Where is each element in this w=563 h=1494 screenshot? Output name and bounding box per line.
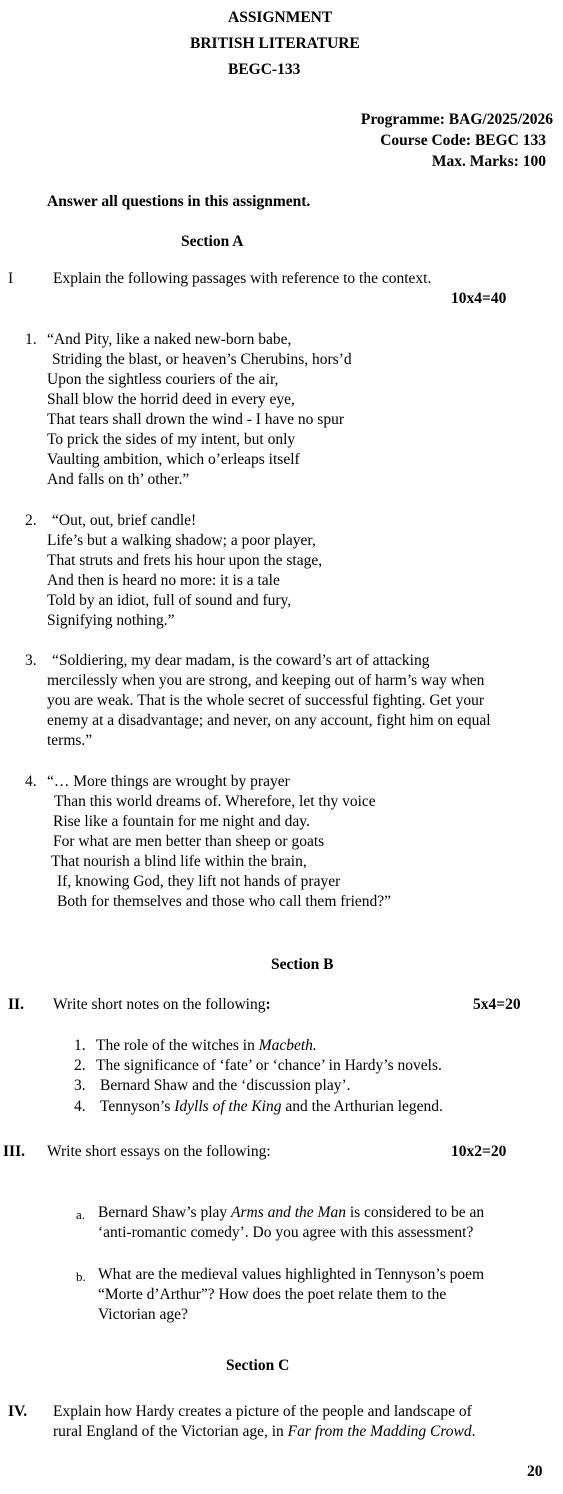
essay-line: ‘anti-romantic comedy’. Do you agree with this assessment?	[98, 1224, 474, 1241]
note-text: The role of the witches in	[96, 1037, 259, 1054]
passage-3	[47, 651, 491, 751]
essay-a	[98, 1203, 484, 1243]
note-1	[74, 1036, 317, 1056]
passage-2-number: 2.	[25, 512, 37, 529]
essay-play-title: Arms and the Man	[231, 1204, 346, 1221]
note-number: 2.	[74, 1057, 86, 1074]
passage-1	[47, 330, 352, 490]
passage-line: “… More things are wrought by prayer	[47, 773, 290, 790]
passage-line: “Soldiering, my dear madam, is the coward’s art of attacking	[52, 652, 430, 669]
passage-line: And falls on th’ other.”	[47, 471, 190, 488]
section-b-title: Section B	[271, 956, 334, 973]
essay-line: What are the medieval values highlighted in Tennyson’s poem	[98, 1266, 485, 1283]
passage-line: Signifying nothing.”	[47, 612, 175, 629]
note-number: 1.	[74, 1037, 86, 1054]
footer-marks: 20	[527, 1463, 543, 1480]
note-3	[74, 1076, 351, 1096]
passage-line: That struts and frets his hour upon the stage,	[47, 552, 323, 569]
essay-line: Victorian age?	[98, 1306, 188, 1323]
question-2-text	[53, 995, 271, 1015]
question-line	[53, 1422, 476, 1442]
passage-line: That tears shall drown the wind - I have no spur	[47, 411, 345, 428]
passage-line: Life’s but a walking shadow; a poor player,	[47, 532, 316, 549]
section-c-title: Section C	[226, 1357, 290, 1374]
question-3-marks: 10x2=20	[451, 1143, 507, 1160]
passage-line: “And Pity, like a naked new-born babe,	[47, 331, 292, 348]
note-2	[74, 1056, 442, 1076]
question-4-number: IV.	[8, 1403, 28, 1420]
note-number: 3.	[74, 1077, 86, 1094]
programme-line: Programme: BAG/2025/2026	[360, 111, 553, 128]
question-2-colon: :	[265, 996, 271, 1013]
question-3-text: Write short essays on the following:	[47, 1143, 271, 1160]
passage-3-number: 3.	[25, 652, 37, 669]
passage-line: Both for themselves and those who call them friend?”	[57, 893, 392, 910]
essay-a-label: a.	[76, 1207, 86, 1222]
question-1-number: I	[8, 270, 14, 287]
note-text: Bernard Shaw and the ‘discussion play’.	[100, 1077, 351, 1094]
question-line: Explain how Hardy creates a picture of the people and landscape of	[53, 1403, 472, 1420]
title-british-literature: BRITISH LITERATURE	[190, 35, 360, 52]
passage-4	[47, 772, 391, 912]
essay-text: Bernard Shaw’s play	[98, 1204, 232, 1221]
note-title-italic: Macbeth.	[258, 1037, 317, 1054]
passage-line: Than this world dreams of. Wherefore, let thy voice	[54, 793, 376, 810]
question-3-number: III.	[3, 1143, 25, 1160]
passage-line: mercilessly when you are strong, and keeping out of harm’s way when	[47, 672, 485, 689]
question-2-number: II.	[8, 996, 24, 1013]
question-1-marks: 10x4=40	[451, 290, 507, 307]
passage-line: For what are men better than sheep or goats	[53, 833, 325, 850]
passage-2	[47, 511, 322, 631]
question-text: .	[471, 1423, 476, 1440]
passage-4-number: 4.	[25, 773, 37, 790]
section-a-title: Section A	[181, 233, 244, 250]
passage-line: Rise like a fountain for me night and day.	[53, 813, 310, 830]
essay-b	[98, 1265, 484, 1325]
passage-line: And then is heard no more: it is a tale	[47, 572, 280, 589]
question-2-marks: 5x4=20	[473, 996, 521, 1013]
essay-text: is considered to be an	[345, 1204, 485, 1221]
passage-line: enemy at a disadvantage; and never, on any account, fight him on equal	[47, 712, 491, 729]
instruction: Answer all questions in this assignment.	[47, 193, 311, 210]
note-title-italic: Idylls of the King	[174, 1098, 282, 1115]
passage-line: “Out, out, brief candle!	[52, 512, 197, 529]
passage-line: Upon the sightless couriers of the air,	[47, 371, 279, 388]
note-text: Tennyson’s	[100, 1098, 175, 1115]
passage-line: To prick the sides of my intent, but only	[47, 431, 296, 448]
passage-line: Striding the blast, or heaven’s Cherubins, hors’d	[52, 351, 352, 368]
question-text: rural England of the Victorian age, in	[53, 1423, 288, 1440]
passage-1-number: 1.	[25, 331, 37, 348]
essay-line: “Morte d’Arthur”? How does the poet relate them to the	[98, 1286, 447, 1303]
question-4-text	[53, 1402, 476, 1442]
question-2-label: Write short notes on the following	[53, 996, 266, 1013]
passage-line: you are weak. That is the whole secret of successful fighting. Get your	[47, 692, 485, 709]
passage-line: terms.”	[47, 732, 93, 749]
question-1-text: Explain the following passages with reference to the context.	[53, 270, 432, 287]
passage-line: If, knowing God, they lift not hands of prayer	[57, 873, 341, 890]
note-text: and the Arthurian legend.	[281, 1098, 443, 1115]
passage-line: That nourish a blind life within the brain,	[51, 853, 307, 870]
essay-b-label: b.	[76, 1269, 86, 1284]
passage-line: Shall blow the horrid deed in every eye,	[47, 391, 295, 408]
max-marks-line: Max. Marks: 100	[431, 153, 546, 170]
novel-title: Far from the Madding Crowd	[287, 1423, 472, 1440]
note-number: 4.	[74, 1098, 86, 1115]
passage-line: Vaulting ambition, which o’erleaps itself	[47, 451, 300, 468]
essay-line	[98, 1203, 484, 1223]
course-code-line: Course Code: BEGC 133	[380, 132, 546, 149]
title-course-id: BEGC-133	[228, 61, 301, 78]
note-text: The significance of ‘fate’ or ‘chance’ in Hardy’s novels.	[96, 1057, 442, 1074]
note-4	[74, 1097, 443, 1117]
passage-line: Told by an idiot, full of sound and fury,	[47, 592, 292, 609]
title-assignment: ASSIGNMENT	[228, 9, 333, 26]
